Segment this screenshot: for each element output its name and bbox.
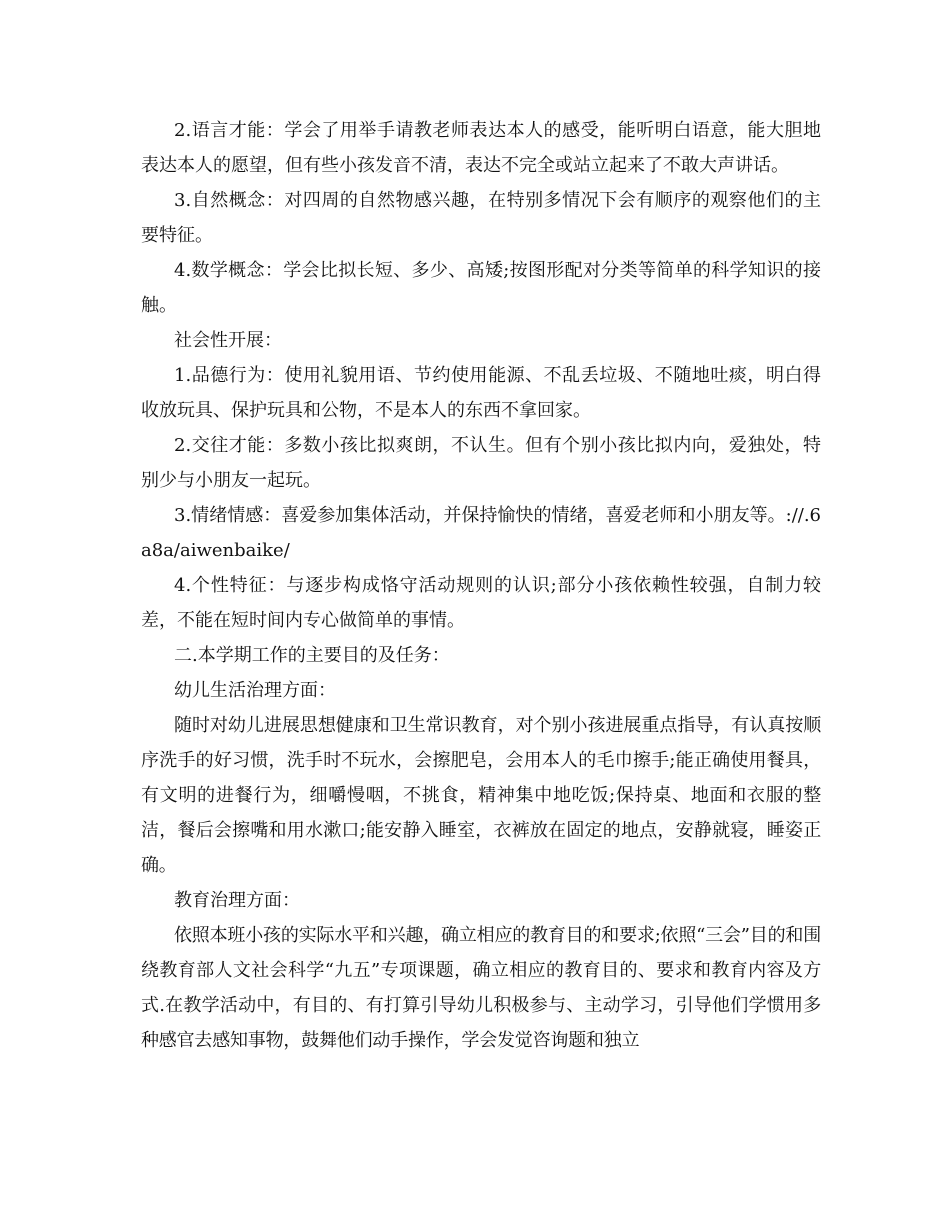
paragraph-nature-concept: 3.自然概念：对四周的自然物感兴趣，在特别多情况下会有顺序的观察他们的主要特征。 [141, 190, 821, 246]
heading-life-management: 幼儿生活治理方面： [174, 680, 336, 701]
document-body [141, 113, 821, 1058]
paragraph-life-management: 随时对幼儿进展思想健康和卫生常识教育，对个别小孩进展重点指导，有认真按顺序洗手的好习惯，洗手时不玩水，会擦肥皂，会用本人的毛巾擦手;能正确使用餐具，有文明的进餐行为，细嚼慢咽，不挑食，精神集中地吃饭;保持桌、地面和衣服的整洁，餐后会擦嘴和用水漱口;能安静入睡室，衣裤放在固定的地点，安静就寝，睡姿正确。 [141, 715, 821, 876]
paragraph-moral-behavior: 1.品德行为：使用礼貌用语、节约使用能源、不乱丢垃圾、不随地吐痰，明白得收放玩具、保护玩具和公物，不是本人的东西不拿回家。 [141, 365, 821, 421]
heading-education-management: 教育治理方面： [174, 890, 300, 911]
paragraph-education-management: 依照本班小孩的实际水平和兴趣，确立相应的教育目的和要求;依照“三会”目的和围绕教育部人文社会科学“九五”专项课题，确立相应的教育目的、要求和教育内容及方式.在教学活动中，有目的、有打算引导幼儿积极参与、主动学习，引导他们学惯用多种感官去感知事物，鼓舞他们动手操作，学会发觉咨询题和独立 [141, 925, 821, 1051]
heading-social-development: 社会性开展： [174, 330, 282, 351]
paragraph-math-concept: 4.数学概念：学会比拟长短、多少、高矮;按图形配对分类等简单的科学知识的接触。 [141, 260, 821, 316]
heading-semester-goals: 二.本学期工作的主要目的及任务： [174, 645, 450, 666]
paragraph-personality: 4.个性特征：与逐步构成恪守活动规则的认识;部分小孩依赖性较强，自制力较差，不能在短时间内专心做简单的事情。 [141, 575, 821, 631]
paragraph-emotion: 3.情绪情感：喜爱参加集体活动，并保持愉快的情绪，喜爱老师和小朋友等。://.6a8a/aiwenbaike/ [141, 505, 821, 561]
paragraph-interaction-ability: 2.交往才能：多数小孩比拟爽朗，不认生。但有个别小孩比拟内向，爱独处，特别少与小朋友一起玩。 [141, 435, 821, 491]
paragraph-language-ability: 2.语言才能：学会了用举手请教老师表达本人的感受，能听明白语意，能大胆地表达本人的愿望，但有些小孩发音不清，表达不完全或站立起来了不敢大声讲话。 [141, 120, 821, 176]
